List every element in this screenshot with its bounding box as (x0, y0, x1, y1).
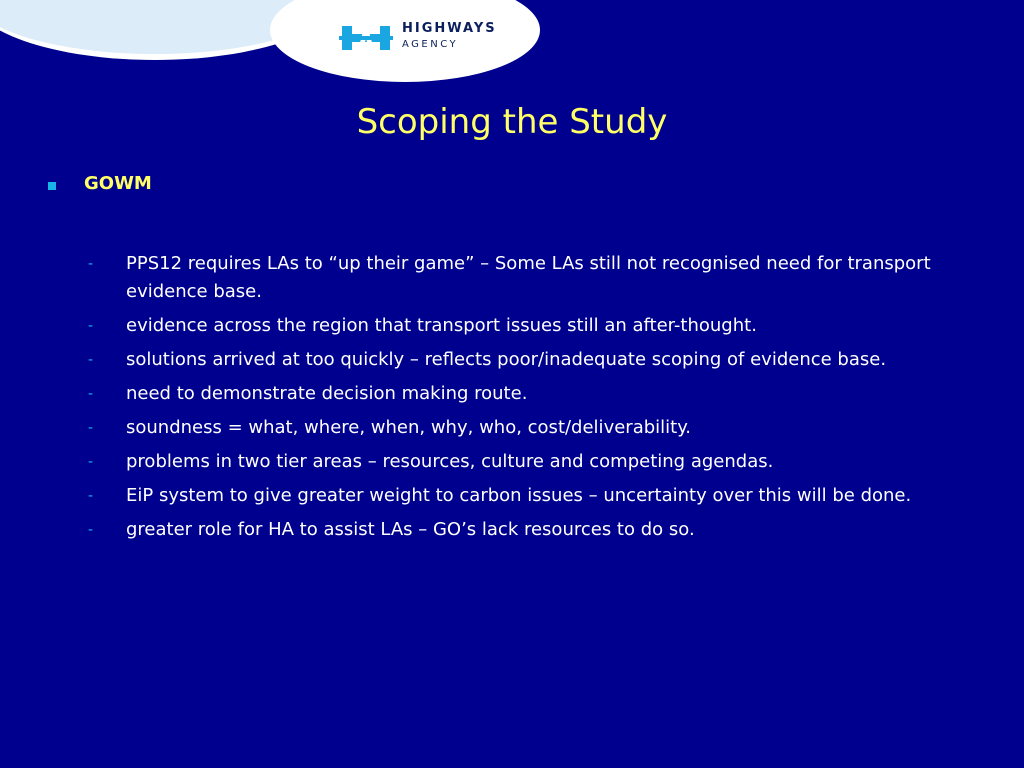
list-item-text: soundness = what, where, when, why, who, cost/deliverability. (126, 417, 692, 438)
list-item-text: problems in two tier areas – resources, culture and competing agendas. (126, 451, 774, 472)
list-item (88, 516, 988, 544)
square-bullet-icon (48, 182, 56, 190)
dash-bullet-icon: - (88, 256, 94, 272)
list-item-text: need to demonstrate decision making route. (126, 383, 528, 404)
list-item-text: EiP system to give greater weight to carbon issues – uncertainty over this will be done. (126, 485, 912, 506)
list-item (88, 448, 988, 476)
dash-bullet-icon: - (88, 352, 94, 368)
list-item (88, 482, 988, 510)
logo-text (402, 22, 497, 50)
dash-bullet-icon: - (88, 386, 94, 402)
logo-subname: AGENCY (402, 39, 459, 50)
list-item-text: PPS12 requires LAs to “up their game” – Some LAs still not recognised need for transport evidence base. (126, 253, 931, 302)
dash-bullet-icon: - (88, 522, 94, 538)
logo-name: HIGHWAYS (402, 21, 497, 36)
list-item (88, 250, 988, 306)
dash-bullet-icon: - (88, 454, 94, 470)
highways-agency-logo-icon (339, 24, 393, 52)
list-item (88, 312, 988, 340)
list-item-text: solutions arrived at too quickly – reflects poor/inadequate scoping of evidence base. (126, 349, 887, 370)
dash-bullet-icon: - (88, 318, 94, 334)
list-item (88, 346, 988, 374)
list-item-text: evidence across the region that transport issues still an after-thought. (126, 315, 757, 336)
dash-bullet-icon: - (88, 488, 94, 504)
main-bullet-label: GOWM (84, 173, 152, 194)
sub-bullet-list (88, 250, 988, 550)
dash-bullet-icon: - (88, 420, 94, 436)
list-item-text: greater role for HA to assist LAs – GO’s lack resources to do so. (126, 519, 695, 540)
slide-title: Scoping the Study (356, 102, 668, 142)
list-item (88, 414, 988, 442)
list-item (88, 380, 988, 408)
